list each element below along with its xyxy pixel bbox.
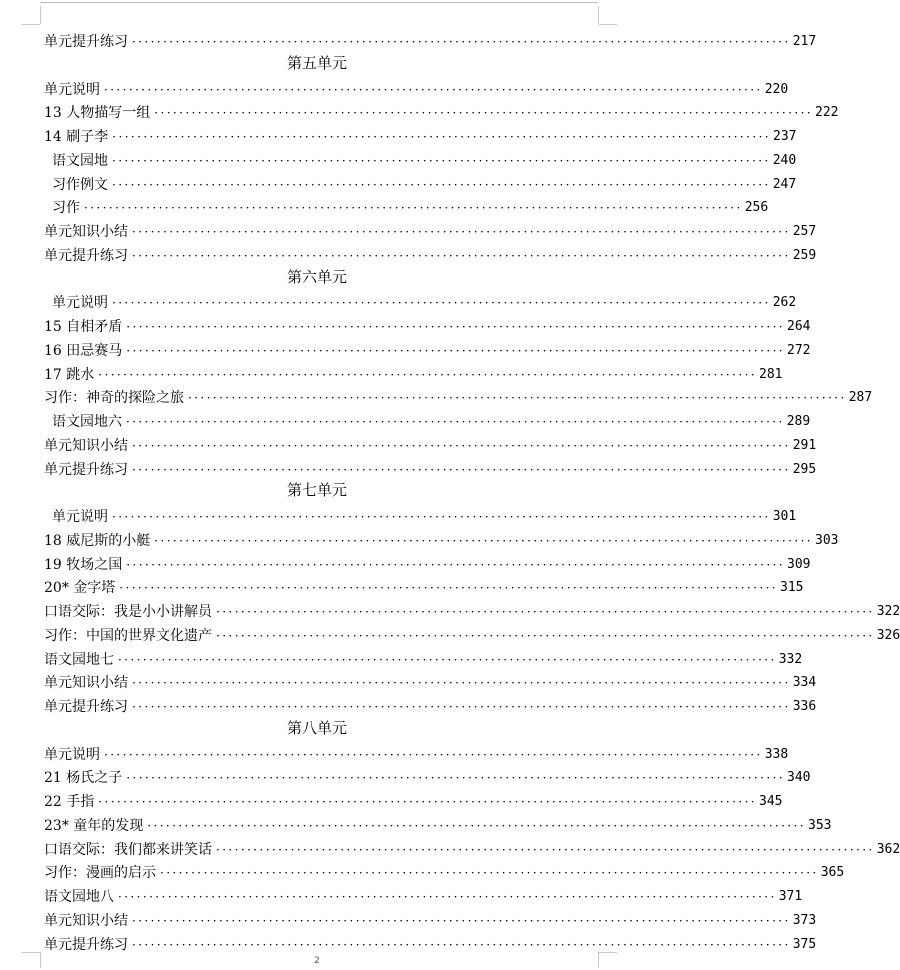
toc-leader-dots: ·········································································································· [112, 154, 771, 168]
toc-entry-page: 371 [778, 889, 803, 904]
toc-entry-page: 365 [820, 865, 845, 880]
toc-entry-page: 237 [773, 129, 797, 144]
toc-entry-title: 语文园地 [52, 153, 108, 169]
toc-entry-page: 373 [792, 913, 817, 928]
toc-leader-dots: ·········································································································· [154, 534, 813, 548]
toc-entry-title: 单元知识小结 [44, 438, 128, 454]
toc-entry[interactable] [44, 811, 832, 835]
toc-entry-page: 291 [792, 438, 817, 453]
toc-leader-dots: ·········································································································· [119, 581, 778, 595]
toc-entry-page: 289 [786, 414, 811, 429]
toc-leader-dots: ·········································································································· [160, 866, 819, 880]
toc-entry[interactable] [44, 645, 803, 669]
toc-entry-page: 222 [815, 105, 839, 120]
toc-entry[interactable] [44, 787, 783, 811]
toc-entry[interactable] [44, 882, 803, 906]
toc-entry-title: 习作例文 [52, 177, 108, 193]
toc-entry-title: 单元提升练习 [44, 699, 128, 715]
toc-entry[interactable] [44, 75, 789, 99]
toc-entry-title: 习作：中国的世界文化遗产 [44, 628, 212, 644]
toc-leader-dots: ·········································································································· [132, 938, 791, 952]
toc-entry-page: 220 [764, 82, 789, 97]
toc-entry-title: 18 威尼斯的小艇 [44, 533, 151, 549]
toc-entry-page: 336 [792, 699, 817, 714]
page-number: 2 [314, 956, 320, 966]
toc-leader-dots: ·········································································································· [132, 249, 791, 263]
toc-entry-page: 240 [772, 153, 797, 168]
toc-entry-page: 281 [759, 367, 783, 382]
toc-entry-page: 272 [787, 343, 811, 358]
toc-entry-title: 20* 金字塔 [44, 580, 116, 596]
toc-entry-page: 262 [772, 295, 797, 310]
toc-leader-dots: ·········································································································· [216, 629, 875, 643]
toc-entry-title: 单元说明 [52, 509, 108, 525]
toc-entry-page: 303 [815, 533, 839, 548]
toc-entry[interactable] [44, 241, 817, 265]
toc-entry[interactable] [44, 740, 789, 764]
toc-entry-page: 309 [787, 557, 811, 572]
section-heading: 第六单元 [286, 268, 347, 286]
toc-entry-title: 单元知识小结 [44, 913, 128, 929]
toc-leader-dots: ·········································································································· [132, 439, 791, 453]
crop-mark-top-left-v [40, 6, 41, 24]
section-heading: 第七单元 [286, 481, 347, 499]
toc-leader-dots: ·········································································································· [112, 296, 771, 310]
toc-entry-page: 334 [792, 675, 817, 690]
toc-entry-title: 19 牧场之国 [44, 557, 123, 573]
toc-entry[interactable] [44, 336, 811, 360]
toc-entry[interactable] [44, 360, 783, 384]
toc-leader-dots: ·········································································································· [216, 605, 875, 619]
toc-entry-title: 15 自相矛盾 [44, 319, 123, 335]
section-heading: 第八单元 [286, 719, 347, 737]
toc-entry-title: 习作 [52, 200, 80, 216]
toc-entry[interactable] [44, 668, 817, 692]
toc-leader-dots: ·········································································································· [126, 771, 785, 785]
toc-entry[interactable] [44, 550, 811, 574]
toc-entry-page: 340 [787, 770, 811, 785]
toc-entry-title: 23* 童年的发现 [44, 818, 144, 834]
toc-leader-dots: ·········································································································· [118, 653, 777, 667]
toc-entry-title: 16 田忌赛马 [44, 343, 123, 359]
toc-entry-title: 单元提升练习 [44, 462, 128, 478]
toc-entry[interactable] [44, 431, 817, 455]
toc-entry-page: 345 [759, 794, 783, 809]
toc-leader-dots: ·········································································································· [98, 368, 757, 382]
toc-entry-title: 17 跳水 [44, 367, 95, 383]
toc-entry-page: 295 [792, 462, 817, 477]
toc-leader-dots: ·········································································································· [126, 415, 785, 429]
toc-entry-title: 单元说明 [52, 295, 108, 311]
toc-entry[interactable] [52, 146, 797, 170]
toc-entry[interactable] [44, 122, 797, 146]
toc-leader-dots: ·········································································································· [118, 890, 777, 904]
toc-leader-dots: ·········································································································· [112, 130, 771, 144]
toc-entry-page: 264 [787, 319, 811, 334]
toc-entry[interactable] [44, 763, 811, 787]
toc-entry-title: 22 手指 [44, 794, 95, 810]
toc-entry[interactable] [44, 906, 817, 930]
toc-entry-title: 13 人物描写一组 [44, 105, 151, 121]
toc-entry-title: 单元知识小结 [44, 224, 128, 240]
toc-entry-page: 301 [772, 509, 797, 524]
toc-entry-title: 语文园地六 [52, 414, 122, 430]
toc-leader-dots: ·········································································································· [84, 201, 743, 215]
toc-entry-title: 单元说明 [44, 82, 100, 98]
toc-entry[interactable] [44, 930, 817, 954]
toc-entry-title: 单元提升练习 [44, 248, 128, 264]
toc-leader-dots: ·········································································································· [126, 344, 785, 358]
toc-leader-dots: ·········································································································· [98, 795, 757, 809]
toc-entry[interactable] [52, 407, 811, 431]
toc-entry[interactable] [44, 312, 811, 336]
toc-entry[interactable] [44, 692, 817, 716]
section-heading: 第五单元 [286, 54, 347, 72]
toc-leader-dots: ·········································································································· [126, 320, 785, 334]
toc-entry-page: 256 [744, 200, 769, 215]
toc-entry-page: 217 [792, 34, 817, 49]
toc-entry[interactable] [44, 621, 900, 645]
toc-leader-dots: ·········································································································· [132, 225, 791, 239]
toc-leader-dots: ·········································································································· [188, 391, 847, 405]
toc-entry-page: 362 [876, 842, 900, 857]
toc-entry-page: 247 [772, 177, 797, 192]
toc-entry-page: 287 [848, 390, 873, 405]
toc-entry[interactable] [52, 193, 769, 217]
toc-leader-dots: ·········································································································· [112, 510, 771, 524]
toc-entry-title: 习作：神奇的探险之旅 [44, 390, 184, 406]
toc-entry-title: 单元提升练习 [44, 34, 128, 50]
toc-entry[interactable] [52, 170, 797, 194]
toc-entry-page: 322 [876, 604, 900, 619]
toc-entry[interactable] [44, 597, 900, 621]
toc-entry-title: 单元知识小结 [44, 675, 128, 691]
toc-entry-page: 326 [876, 628, 900, 643]
toc-entry-page: 332 [778, 652, 803, 667]
crop-mark-top-left-h [22, 24, 40, 25]
toc-entry[interactable] [52, 288, 797, 312]
toc-entry[interactable] [44, 526, 839, 550]
toc-leader-dots: ·········································································································· [104, 748, 763, 762]
toc-entry-title: 习作：漫画的启示 [44, 865, 156, 881]
toc-leader-dots: ·········································································································· [132, 676, 791, 690]
toc-leader-dots: ·········································································································· [132, 35, 791, 49]
toc-entry[interactable] [44, 217, 817, 241]
toc-leader-dots: ·········································································································· [216, 843, 875, 857]
toc-leader-dots: ·········································································································· [132, 700, 791, 714]
crop-mark-top-right-h [599, 24, 617, 25]
page-top-border [40, 2, 598, 3]
toc-entry[interactable] [44, 858, 845, 882]
toc-entry-title: 语文园地七 [44, 652, 114, 668]
toc-leader-dots: ·········································································································· [112, 178, 771, 192]
toc-entry-title: 14 刷子李 [44, 129, 109, 145]
toc-entry[interactable] [44, 455, 817, 479]
toc-entry[interactable] [44, 573, 804, 597]
toc-leader-dots: ·········································································································· [104, 83, 763, 97]
toc-leader-dots: ·········································································································· [126, 558, 785, 572]
toc-entry[interactable] [44, 98, 839, 122]
toc-entry[interactable] [44, 27, 817, 51]
toc-entry[interactable] [44, 383, 873, 407]
toc-entry-page: 375 [792, 937, 817, 952]
toc-entry-title: 口语交际：我是小小讲解员 [44, 604, 212, 620]
toc-leader-dots: ·········································································································· [154, 106, 813, 120]
toc-entry[interactable] [52, 502, 797, 526]
toc-entry-title: 21 杨氏之子 [44, 770, 123, 786]
toc-entry-page: 315 [780, 580, 804, 595]
toc-entry-page: 353 [808, 818, 832, 833]
toc-entry-title: 单元提升练习 [44, 937, 128, 953]
toc-leader-dots: ·········································································································· [132, 463, 791, 477]
toc-entry-title: 语文园地八 [44, 889, 114, 905]
toc-leader-dots: ·········································································································· [147, 819, 806, 833]
crop-mark-bottom-left-h [22, 952, 40, 953]
toc-entry-page: 338 [764, 747, 789, 762]
toc-entry-title: 单元说明 [44, 747, 100, 763]
toc-entry-page: 259 [792, 248, 817, 263]
toc-entry-title: 口语交际：我们都来讲笑话 [44, 842, 212, 858]
crop-mark-top-right-v [598, 6, 599, 24]
toc-entry[interactable] [44, 835, 900, 859]
toc-leader-dots: ·········································································································· [132, 914, 791, 928]
toc-entry-page: 257 [792, 224, 817, 239]
